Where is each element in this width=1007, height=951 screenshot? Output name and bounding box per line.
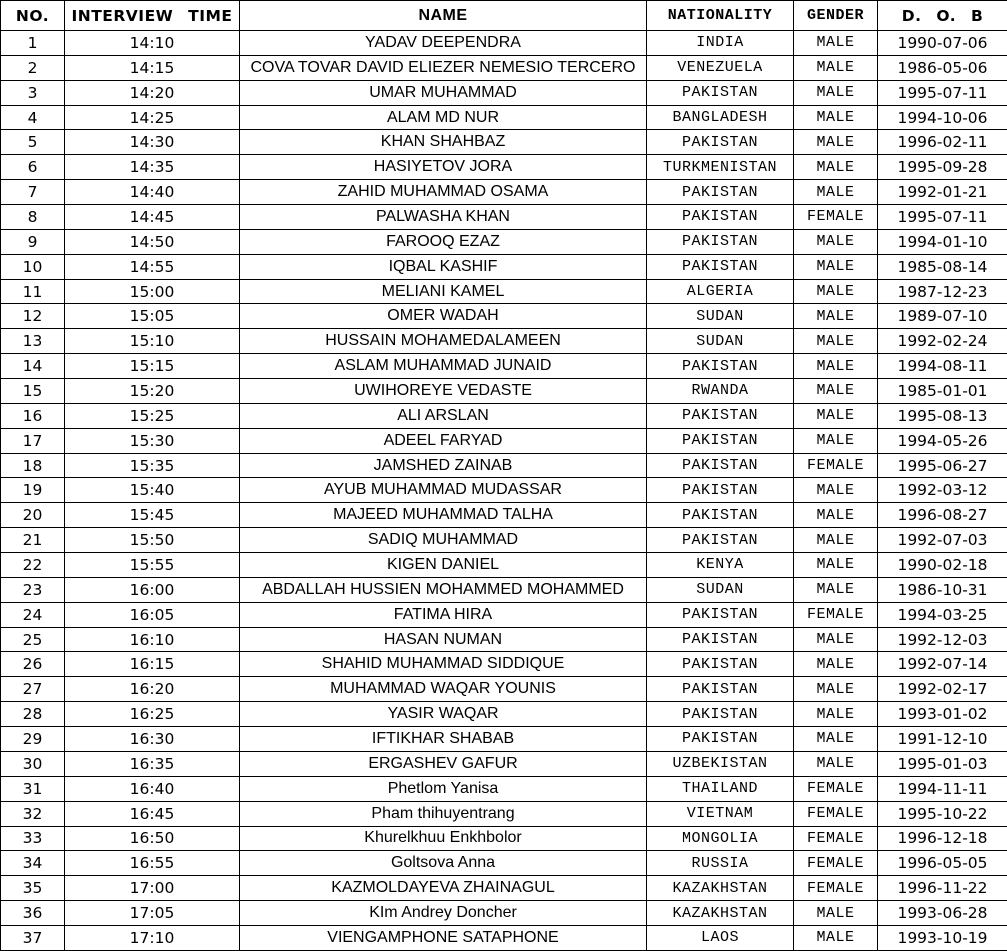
cell-time: 15:05 bbox=[65, 304, 240, 329]
cell-name: COVA TOVAR DAVID ELIEZER NEMESIO TERCERO bbox=[240, 55, 647, 80]
cell-name: OMER WADAH bbox=[240, 304, 647, 329]
cell-time: 16:40 bbox=[65, 776, 240, 801]
cell-nationality: PAKISTAN bbox=[647, 727, 794, 752]
cell-dob: 1992-12-03 bbox=[878, 627, 1007, 652]
cell-name: KHAN SHAHBAZ bbox=[240, 130, 647, 155]
cell-time: 15:55 bbox=[65, 553, 240, 578]
cell-no: 9 bbox=[1, 229, 65, 254]
table-body bbox=[1, 31, 1007, 951]
cell-name: MELIANI KAMEL bbox=[240, 279, 647, 304]
table-row bbox=[1, 379, 1007, 404]
table-row bbox=[1, 31, 1007, 56]
table-row bbox=[1, 826, 1007, 851]
cell-nationality: RUSSIA bbox=[647, 851, 794, 876]
cell-gender: MALE bbox=[794, 254, 878, 279]
cell-nationality: PAKISTAN bbox=[647, 254, 794, 279]
cell-time: 14:45 bbox=[65, 205, 240, 230]
cell-name: UMAR MUHAMMAD bbox=[240, 80, 647, 105]
table-row bbox=[1, 901, 1007, 926]
cell-name: KIm Andrey Doncher bbox=[240, 901, 647, 926]
cell-name: ZAHID MUHAMMAD OSAMA bbox=[240, 180, 647, 205]
cell-no: 6 bbox=[1, 155, 65, 180]
cell-gender: FEMALE bbox=[794, 453, 878, 478]
table-row bbox=[1, 453, 1007, 478]
cell-gender: MALE bbox=[794, 329, 878, 354]
cell-time: 16:35 bbox=[65, 751, 240, 776]
cell-gender: MALE bbox=[794, 354, 878, 379]
cell-nationality: RWANDA bbox=[647, 379, 794, 404]
cell-nationality: PAKISTAN bbox=[647, 453, 794, 478]
cell-time: 15:35 bbox=[65, 453, 240, 478]
cell-time: 14:30 bbox=[65, 130, 240, 155]
cell-name: HASIYETOV JORA bbox=[240, 155, 647, 180]
cell-gender: MALE bbox=[794, 180, 878, 205]
table-row bbox=[1, 602, 1007, 627]
table-row bbox=[1, 627, 1007, 652]
cell-gender: MALE bbox=[794, 478, 878, 503]
cell-name: KAZMOLDAYEVA ZHAINAGUL bbox=[240, 876, 647, 901]
cell-nationality: PAKISTAN bbox=[647, 428, 794, 453]
cell-time: 15:20 bbox=[65, 379, 240, 404]
cell-time: 16:15 bbox=[65, 652, 240, 677]
cell-dob: 1995-07-11 bbox=[878, 205, 1007, 230]
cell-gender: MALE bbox=[794, 55, 878, 80]
cell-nationality: PAKISTAN bbox=[647, 652, 794, 677]
header-name: NAME bbox=[240, 1, 647, 31]
cell-no: 33 bbox=[1, 826, 65, 851]
cell-gender: MALE bbox=[794, 577, 878, 602]
cell-dob: 1993-06-28 bbox=[878, 901, 1007, 926]
cell-time: 15:00 bbox=[65, 279, 240, 304]
table-row bbox=[1, 279, 1007, 304]
cell-nationality: PAKISTAN bbox=[647, 702, 794, 727]
cell-name: SHAHID MUHAMMAD SIDDIQUE bbox=[240, 652, 647, 677]
cell-dob: 1994-10-06 bbox=[878, 105, 1007, 130]
cell-dob: 1991-12-10 bbox=[878, 727, 1007, 752]
table-row bbox=[1, 553, 1007, 578]
cell-name: JAMSHED ZAINAB bbox=[240, 453, 647, 478]
table-row bbox=[1, 727, 1007, 752]
cell-name: ERGASHEV GAFUR bbox=[240, 751, 647, 776]
table-row bbox=[1, 751, 1007, 776]
cell-time: 17:05 bbox=[65, 901, 240, 926]
cell-time: 14:35 bbox=[65, 155, 240, 180]
table-row bbox=[1, 677, 1007, 702]
table-row bbox=[1, 130, 1007, 155]
table-row bbox=[1, 403, 1007, 428]
cell-dob: 1986-10-31 bbox=[878, 577, 1007, 602]
cell-gender: MALE bbox=[794, 229, 878, 254]
cell-dob: 1996-12-18 bbox=[878, 826, 1007, 851]
cell-time: 17:00 bbox=[65, 876, 240, 901]
header-nationality: NATIONALITY bbox=[647, 1, 794, 31]
cell-gender: MALE bbox=[794, 751, 878, 776]
cell-no: 25 bbox=[1, 627, 65, 652]
cell-no: 34 bbox=[1, 851, 65, 876]
table-row bbox=[1, 155, 1007, 180]
cell-time: 14:15 bbox=[65, 55, 240, 80]
cell-dob: 1995-09-28 bbox=[878, 155, 1007, 180]
cell-no: 16 bbox=[1, 403, 65, 428]
cell-time: 15:25 bbox=[65, 403, 240, 428]
cell-nationality: KAZAKHSTAN bbox=[647, 901, 794, 926]
cell-gender: MALE bbox=[794, 901, 878, 926]
cell-gender: MALE bbox=[794, 403, 878, 428]
cell-gender: MALE bbox=[794, 503, 878, 528]
cell-time: 14:10 bbox=[65, 31, 240, 56]
cell-gender: MALE bbox=[794, 925, 878, 950]
cell-no: 27 bbox=[1, 677, 65, 702]
table-row bbox=[1, 478, 1007, 503]
cell-dob: 1992-07-14 bbox=[878, 652, 1007, 677]
cell-no: 35 bbox=[1, 876, 65, 901]
cell-no: 5 bbox=[1, 130, 65, 155]
cell-name: AYUB MUHAMMAD MUDASSAR bbox=[240, 478, 647, 503]
cell-dob: 1993-10-19 bbox=[878, 925, 1007, 950]
cell-dob: 1985-08-14 bbox=[878, 254, 1007, 279]
cell-dob: 1985-01-01 bbox=[878, 379, 1007, 404]
cell-time: 16:05 bbox=[65, 602, 240, 627]
cell-nationality: BANGLADESH bbox=[647, 105, 794, 130]
header-no: NO. bbox=[1, 1, 65, 31]
table-row bbox=[1, 702, 1007, 727]
cell-name: ABDALLAH HUSSIEN MOHAMMED MOHAMMED bbox=[240, 577, 647, 602]
cell-gender: FEMALE bbox=[794, 205, 878, 230]
cell-no: 15 bbox=[1, 379, 65, 404]
cell-nationality: VENEZUELA bbox=[647, 55, 794, 80]
cell-dob: 1992-01-21 bbox=[878, 180, 1007, 205]
cell-no: 30 bbox=[1, 751, 65, 776]
cell-name: MAJEED MUHAMMAD TALHA bbox=[240, 503, 647, 528]
cell-nationality: PAKISTAN bbox=[647, 205, 794, 230]
cell-time: 15:40 bbox=[65, 478, 240, 503]
cell-dob: 1996-02-11 bbox=[878, 130, 1007, 155]
cell-name: HASAN NUMAN bbox=[240, 627, 647, 652]
cell-nationality: ALGERIA bbox=[647, 279, 794, 304]
cell-no: 29 bbox=[1, 727, 65, 752]
table-row bbox=[1, 801, 1007, 826]
cell-dob: 1996-11-22 bbox=[878, 876, 1007, 901]
cell-nationality: PAKISTAN bbox=[647, 602, 794, 627]
cell-dob: 1995-08-13 bbox=[878, 403, 1007, 428]
cell-gender: MALE bbox=[794, 130, 878, 155]
cell-nationality: PAKISTAN bbox=[647, 130, 794, 155]
cell-no: 3 bbox=[1, 80, 65, 105]
table-row bbox=[1, 254, 1007, 279]
cell-gender: FEMALE bbox=[794, 851, 878, 876]
cell-nationality: PAKISTAN bbox=[647, 478, 794, 503]
table-row bbox=[1, 229, 1007, 254]
cell-dob: 1994-01-10 bbox=[878, 229, 1007, 254]
cell-dob: 1990-07-06 bbox=[878, 31, 1007, 56]
header-interview-time: INTERVIEW TIME bbox=[65, 1, 240, 31]
cell-nationality: VIETNAM bbox=[647, 801, 794, 826]
cell-dob: 1994-03-25 bbox=[878, 602, 1007, 627]
cell-gender: MALE bbox=[794, 31, 878, 56]
cell-no: 21 bbox=[1, 528, 65, 553]
table-row bbox=[1, 925, 1007, 950]
cell-time: 17:10 bbox=[65, 925, 240, 950]
table-row bbox=[1, 329, 1007, 354]
cell-nationality: KENYA bbox=[647, 553, 794, 578]
cell-no: 1 bbox=[1, 31, 65, 56]
cell-dob: 1994-08-11 bbox=[878, 354, 1007, 379]
cell-name: FATIMA HIRA bbox=[240, 602, 647, 627]
cell-dob: 1992-02-17 bbox=[878, 677, 1007, 702]
cell-name: SADIQ MUHAMMAD bbox=[240, 528, 647, 553]
cell-no: 13 bbox=[1, 329, 65, 354]
cell-time: 14:55 bbox=[65, 254, 240, 279]
cell-name: ALAM MD NUR bbox=[240, 105, 647, 130]
table-row bbox=[1, 503, 1007, 528]
cell-nationality: PAKISTAN bbox=[647, 80, 794, 105]
cell-name: UWIHOREYE VEDASTE bbox=[240, 379, 647, 404]
cell-name: Phetlom Yanisa bbox=[240, 776, 647, 801]
cell-nationality: PAKISTAN bbox=[647, 229, 794, 254]
cell-nationality: PAKISTAN bbox=[647, 528, 794, 553]
cell-name: PALWASHA KHAN bbox=[240, 205, 647, 230]
cell-gender: MALE bbox=[794, 105, 878, 130]
cell-gender: MALE bbox=[794, 428, 878, 453]
cell-no: 24 bbox=[1, 602, 65, 627]
cell-no: 23 bbox=[1, 577, 65, 602]
cell-nationality: PAKISTAN bbox=[647, 503, 794, 528]
table-row bbox=[1, 354, 1007, 379]
cell-time: 16:10 bbox=[65, 627, 240, 652]
cell-no: 31 bbox=[1, 776, 65, 801]
cell-no: 7 bbox=[1, 180, 65, 205]
cell-nationality: PAKISTAN bbox=[647, 627, 794, 652]
table-row bbox=[1, 55, 1007, 80]
cell-no: 37 bbox=[1, 925, 65, 950]
cell-nationality: SUDAN bbox=[647, 304, 794, 329]
cell-name: IFTIKHAR SHABAB bbox=[240, 727, 647, 752]
cell-name: HUSSAIN MOHAMEDALAMEEN bbox=[240, 329, 647, 354]
cell-no: 11 bbox=[1, 279, 65, 304]
cell-nationality: PAKISTAN bbox=[647, 180, 794, 205]
cell-time: 15:50 bbox=[65, 528, 240, 553]
cell-nationality: PAKISTAN bbox=[647, 354, 794, 379]
header-gender: GENDER bbox=[794, 1, 878, 31]
table-row bbox=[1, 180, 1007, 205]
header-dob: D. O. B bbox=[878, 1, 1007, 31]
cell-gender: MALE bbox=[794, 652, 878, 677]
table-row bbox=[1, 776, 1007, 801]
cell-time: 16:00 bbox=[65, 577, 240, 602]
cell-no: 18 bbox=[1, 453, 65, 478]
cell-nationality: PAKISTAN bbox=[647, 403, 794, 428]
cell-nationality: MONGOLIA bbox=[647, 826, 794, 851]
cell-time: 16:45 bbox=[65, 801, 240, 826]
cell-gender: MALE bbox=[794, 379, 878, 404]
cell-time: 16:20 bbox=[65, 677, 240, 702]
cell-dob: 1992-07-03 bbox=[878, 528, 1007, 553]
cell-gender: MALE bbox=[794, 553, 878, 578]
cell-time: 16:30 bbox=[65, 727, 240, 752]
header-row bbox=[1, 1, 1007, 31]
cell-no: 26 bbox=[1, 652, 65, 677]
cell-no: 22 bbox=[1, 553, 65, 578]
cell-name: Khurelkhuu Enkhbolor bbox=[240, 826, 647, 851]
cell-gender: MALE bbox=[794, 702, 878, 727]
table-row bbox=[1, 205, 1007, 230]
cell-gender: MALE bbox=[794, 627, 878, 652]
cell-no: 28 bbox=[1, 702, 65, 727]
table-row bbox=[1, 851, 1007, 876]
cell-dob: 1994-11-11 bbox=[878, 776, 1007, 801]
cell-no: 2 bbox=[1, 55, 65, 80]
table-row bbox=[1, 428, 1007, 453]
cell-time: 15:15 bbox=[65, 354, 240, 379]
cell-time: 15:30 bbox=[65, 428, 240, 453]
cell-time: 14:25 bbox=[65, 105, 240, 130]
cell-no: 32 bbox=[1, 801, 65, 826]
cell-dob: 1990-02-18 bbox=[878, 553, 1007, 578]
cell-time: 14:40 bbox=[65, 180, 240, 205]
cell-dob: 1992-03-12 bbox=[878, 478, 1007, 503]
cell-name: ASLAM MUHAMMAD JUNAID bbox=[240, 354, 647, 379]
cell-dob: 1996-08-27 bbox=[878, 503, 1007, 528]
cell-gender: MALE bbox=[794, 528, 878, 553]
cell-time: 16:50 bbox=[65, 826, 240, 851]
cell-name: YADAV DEEPENDRA bbox=[240, 31, 647, 56]
cell-time: 14:20 bbox=[65, 80, 240, 105]
cell-gender: FEMALE bbox=[794, 602, 878, 627]
table-row bbox=[1, 80, 1007, 105]
cell-dob: 1995-07-11 bbox=[878, 80, 1007, 105]
cell-gender: MALE bbox=[794, 677, 878, 702]
cell-no: 17 bbox=[1, 428, 65, 453]
table-row bbox=[1, 652, 1007, 677]
cell-name: VIENGAMPHONE SATAPHONE bbox=[240, 925, 647, 950]
cell-dob: 1995-10-22 bbox=[878, 801, 1007, 826]
cell-no: 19 bbox=[1, 478, 65, 503]
table-row bbox=[1, 577, 1007, 602]
cell-nationality: PAKISTAN bbox=[647, 677, 794, 702]
cell-dob: 1993-01-02 bbox=[878, 702, 1007, 727]
cell-time: 15:10 bbox=[65, 329, 240, 354]
cell-dob: 1992-02-24 bbox=[878, 329, 1007, 354]
cell-nationality: TURKMENISTAN bbox=[647, 155, 794, 180]
cell-nationality: KAZAKHSTAN bbox=[647, 876, 794, 901]
cell-name: YASIR WAQAR bbox=[240, 702, 647, 727]
cell-gender: FEMALE bbox=[794, 876, 878, 901]
table-row bbox=[1, 105, 1007, 130]
cell-dob: 1995-06-27 bbox=[878, 453, 1007, 478]
cell-name: MUHAMMAD WAQAR YOUNIS bbox=[240, 677, 647, 702]
cell-nationality: SUDAN bbox=[647, 329, 794, 354]
cell-gender: MALE bbox=[794, 155, 878, 180]
cell-nationality: LAOS bbox=[647, 925, 794, 950]
cell-time: 15:45 bbox=[65, 503, 240, 528]
cell-no: 12 bbox=[1, 304, 65, 329]
cell-gender: FEMALE bbox=[794, 826, 878, 851]
cell-name: Goltsova Anna bbox=[240, 851, 647, 876]
cell-time: 16:55 bbox=[65, 851, 240, 876]
cell-time: 16:25 bbox=[65, 702, 240, 727]
cell-gender: MALE bbox=[794, 279, 878, 304]
cell-dob: 1986-05-06 bbox=[878, 55, 1007, 80]
cell-no: 14 bbox=[1, 354, 65, 379]
cell-dob: 1994-05-26 bbox=[878, 428, 1007, 453]
cell-name: FAROOQ EZAZ bbox=[240, 229, 647, 254]
cell-dob: 1989-07-10 bbox=[878, 304, 1007, 329]
cell-name: ADEEL FARYAD bbox=[240, 428, 647, 453]
cell-gender: MALE bbox=[794, 304, 878, 329]
table-row bbox=[1, 528, 1007, 553]
cell-gender: MALE bbox=[794, 80, 878, 105]
cell-time: 14:50 bbox=[65, 229, 240, 254]
cell-gender: FEMALE bbox=[794, 776, 878, 801]
cell-gender: FEMALE bbox=[794, 801, 878, 826]
cell-gender: MALE bbox=[794, 727, 878, 752]
cell-name: IQBAL KASHIF bbox=[240, 254, 647, 279]
cell-dob: 1987-12-23 bbox=[878, 279, 1007, 304]
cell-name: ALI ARSLAN bbox=[240, 403, 647, 428]
cell-nationality: THAILAND bbox=[647, 776, 794, 801]
table-row bbox=[1, 876, 1007, 901]
cell-no: 36 bbox=[1, 901, 65, 926]
cell-nationality: INDIA bbox=[647, 31, 794, 56]
cell-no: 4 bbox=[1, 105, 65, 130]
cell-no: 10 bbox=[1, 254, 65, 279]
cell-name: KIGEN DANIEL bbox=[240, 553, 647, 578]
cell-dob: 1996-05-05 bbox=[878, 851, 1007, 876]
cell-nationality: SUDAN bbox=[647, 577, 794, 602]
cell-no: 20 bbox=[1, 503, 65, 528]
cell-name: Pham thihuyentrang bbox=[240, 801, 647, 826]
cell-nationality: UZBEKISTAN bbox=[647, 751, 794, 776]
table-row bbox=[1, 304, 1007, 329]
cell-dob: 1995-01-03 bbox=[878, 751, 1007, 776]
cell-no: 8 bbox=[1, 205, 65, 230]
